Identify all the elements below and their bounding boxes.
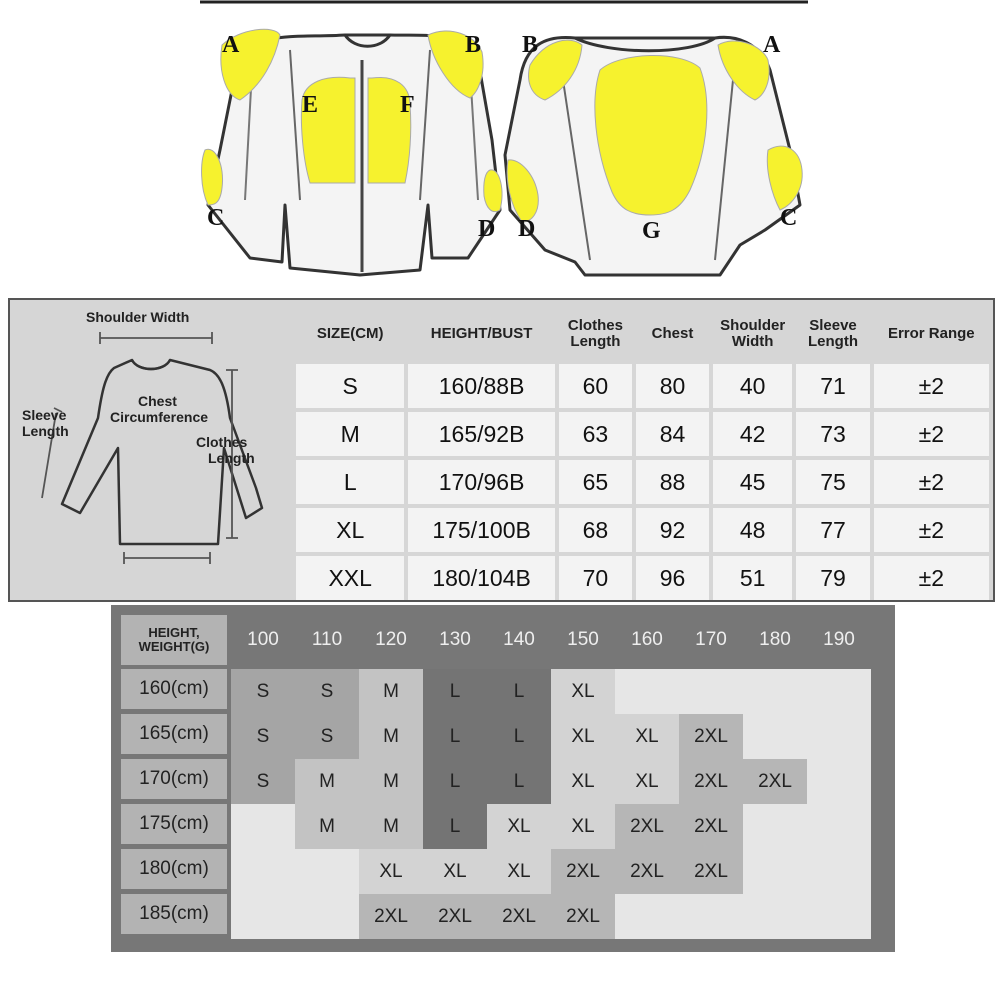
size-recommendation-cell [807,849,871,894]
size-recommendation-cell: XL [487,804,551,849]
size-cell: ±2 [874,364,989,408]
size-recommendation-cell [743,849,807,894]
size-recommendation-cell: S [231,669,295,714]
pad-label-f-front: F [400,92,415,118]
size-recommendation-cell: L [487,669,551,714]
size-cell: ±2 [874,556,989,600]
size-cell: 68 [559,508,632,552]
size-recommendation-cell [231,849,295,894]
size-row [296,412,989,456]
size-recommendation-cell: 2XL [551,894,615,939]
size-cell: 75 [796,460,869,504]
size-recommendation-cell [807,894,871,939]
size-row [296,556,989,600]
size-recommendation-cell: S [295,714,359,759]
size-cell: 63 [559,412,632,456]
weight-header-cell: 110 [311,629,343,650]
size-cell: 165/92B [408,412,554,456]
size-recommendation-cell [679,894,743,939]
size-cell: L [296,460,404,504]
pad-label-e-front: E [302,92,319,118]
size-cell: 70 [559,556,632,600]
height-weight-chart [111,605,895,952]
size-recommendation-cell: 2XL [359,894,423,939]
size-recommendation-cell: 2XL [679,759,743,804]
size-row [296,364,989,408]
size-cell: 175/100B [408,508,554,552]
pad-label-g-back: G [642,218,661,244]
size-recommendation-cell: XL [615,714,679,759]
height-row-label: 175(cm) [121,804,227,844]
size-table-header [296,308,989,360]
size-recommendation-cell: 2XL [615,849,679,894]
size-recommendation-cell: M [359,669,423,714]
size-header-5 [796,308,869,360]
size-header-line: Clothes [567,317,623,334]
jacket-drawings [0,0,1000,290]
size-cell: 88 [636,460,709,504]
size-cell: 84 [636,412,709,456]
size-header-line: HEIGHT/BUST [430,325,533,342]
corner-label-height: HEIGHT, [148,625,200,640]
size-recommendation-cell [295,894,359,939]
size-recommendation-cell: XL [359,849,423,894]
size-header-2 [559,308,632,360]
size-cell: 45 [713,460,793,504]
size-recommendation-cell: S [295,669,359,714]
pad-d-front [484,170,502,212]
size-cell: 73 [796,412,869,456]
size-recommendation-cell: M [295,804,359,849]
pad-label-b-front: B [465,32,482,58]
size-recommendation-cell: 2XL [679,849,743,894]
pad-label-a-front: A [222,32,240,58]
size-recommendation-cell: S [231,759,295,804]
size-cell: XXL [296,556,404,600]
size-recommendation-cell: 2XL [487,894,551,939]
size-recommendation-cell: 2XL [423,894,487,939]
size-header-line: Error Range [887,325,975,342]
pad-label-c-back: C [780,205,798,231]
size-table [292,304,993,604]
size-recommendation-cell: XL [423,849,487,894]
weight-header-cell: 140 [503,629,535,650]
size-recommendation-cell [679,669,743,714]
size-recommendation-cell: M [359,759,423,804]
size-recommendation-cell [807,804,871,849]
size-recommendation-cell: XL [487,849,551,894]
weight-header-cell: 180 [759,629,791,650]
size-recommendation-cell [743,894,807,939]
pad-label-b-back: B [522,32,539,58]
size-header-4 [713,308,793,360]
size-header-line: Length [570,333,621,350]
corner-label-weight: WEIGHT(G) [138,639,210,654]
size-cell: 180/104B [408,556,554,600]
size-header-1 [408,308,554,360]
size-recommendation-cell: L [423,804,487,849]
size-cell: 170/96B [408,460,554,504]
size-recommendation-cell: L [423,714,487,759]
size-recommendation-cell [231,804,295,849]
size-recommendation-cell: S [231,714,295,759]
pad-label-a-back: A [763,32,781,58]
size-cell: 79 [796,556,869,600]
size-cell: 42 [713,412,793,456]
size-recommendation-cell: M [359,804,423,849]
size-recommendation-cell: 2XL [615,804,679,849]
size-cell: 60 [559,364,632,408]
size-recommendation-cell: 2XL [551,849,615,894]
size-header-0 [296,308,404,360]
weight-header-cell: 160 [631,629,663,650]
label-circumference: Circumference [110,409,209,425]
size-cell: 80 [636,364,709,408]
size-cell: ±2 [874,412,989,456]
size-cell: ±2 [874,460,989,504]
size-header-line: Shoulder [720,317,786,334]
size-row [296,508,989,552]
size-cell: XL [296,508,404,552]
size-header-line: Chest [651,325,694,342]
size-recommendation-cell: XL [551,714,615,759]
size-header-3 [636,308,709,360]
height-row-label: 180(cm) [121,849,227,889]
size-cell: 71 [796,364,869,408]
size-cell: ±2 [874,508,989,552]
size-recommendation-cell: 2XL [679,804,743,849]
size-cell: 48 [713,508,793,552]
size-recommendation-cell [807,759,871,804]
weight-header-cell: 100 [247,629,279,650]
size-cell: 40 [713,364,793,408]
height-row-label: 185(cm) [121,894,227,934]
size-recommendation-cell: M [359,714,423,759]
weight-header-cell: 150 [567,629,599,650]
label-shoulder-width: Shoulder Width [86,309,190,325]
size-cell: S [296,364,404,408]
size-recommendation-cell [743,669,807,714]
height-weight-corner [121,615,227,665]
size-recommendation-cell [231,894,295,939]
size-cell: 96 [636,556,709,600]
size-header-line: Length [808,333,859,350]
size-header-line: Sleeve [809,317,857,334]
height-row-label: 165(cm) [121,714,227,754]
height-row-label: 160(cm) [121,669,227,709]
size-recommendation-cell: L [423,669,487,714]
label-sleeve-length: Length [22,423,69,439]
measurement-diagram [20,308,290,596]
label-sleeve: Sleeve [22,407,67,423]
size-recommendation-cell [743,714,807,759]
size-cell: 51 [713,556,793,600]
weight-header-cell: 170 [695,629,727,650]
pad-label-d-back: D [518,216,536,242]
weight-header-cell: 190 [823,629,855,650]
size-recommendation-cell [615,669,679,714]
height-row-label: 170(cm) [121,759,227,799]
size-recommendation-cell: L [423,759,487,804]
size-recommendation-cell [615,894,679,939]
weight-header-cell: 120 [375,629,407,650]
size-cell: 92 [636,508,709,552]
label-clothes-length: Length [208,450,255,466]
size-cell: 65 [559,460,632,504]
size-header-line: SIZE(CM) [316,325,384,342]
size-recommendation-cell [807,714,871,759]
size-recommendation-cell [295,849,359,894]
size-recommendation-cell: 2XL [743,759,807,804]
size-recommendation-cell [743,804,807,849]
size-recommendation-cell: 2XL [679,714,743,759]
size-recommendation-cell: XL [551,669,615,714]
size-chart [8,298,995,602]
size-recommendation-cell: XL [615,759,679,804]
label-clothes: Clothes [196,434,248,450]
size-cell: 160/88B [408,364,554,408]
pad-label-c-front: C [207,205,225,231]
size-cell: M [296,412,404,456]
size-cell: 77 [796,508,869,552]
size-row [296,460,989,504]
size-header-6 [874,308,989,360]
size-header-line: Width [731,333,774,350]
size-recommendation-cell: L [487,714,551,759]
protective-jacket-illustration [0,0,1000,290]
pad-label-d-front: D [478,216,496,242]
size-recommendation-cell: XL [551,804,615,849]
size-recommendation-cell [807,669,871,714]
size-recommendation-cell: M [295,759,359,804]
label-chest: Chest [138,393,177,409]
size-recommendation-cell: XL [551,759,615,804]
weight-header-cell: 130 [439,629,471,650]
size-recommendation-cell: L [487,759,551,804]
